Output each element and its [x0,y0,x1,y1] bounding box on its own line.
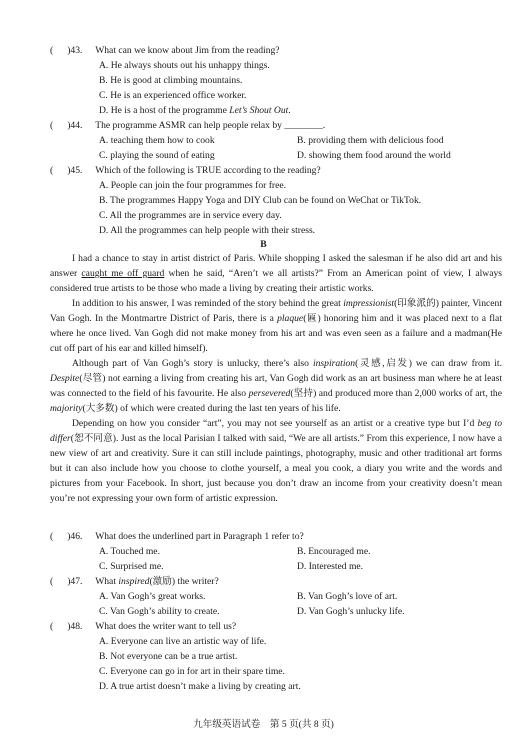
question-number: )47. [67,576,83,587]
option-44c[interactable]: C. playing the sound of eating [99,150,215,161]
option-text: D. He is a host of the programme [99,105,230,116]
question-47 [50,574,502,589]
glossed-word: impressionist [343,298,395,309]
text: (坚持) and produced more than 2,000 works of art, the [290,388,502,399]
text: I had a chance to stay in artist district of Paris. While shopping I asked the salesman if he also did art and his answer [50,253,502,279]
option-48d[interactable]: D. A true artist doesn’t make a living by creating art. [99,681,301,692]
option-47c[interactable]: C. Van Gogh’s ability to create. [99,606,220,617]
option-47b[interactable]: B. Van Gogh’s love of art. [297,591,398,602]
option-45b[interactable]: B. The programmes Happy Yoga and DIY Club can be found on WeChat or TikTok. [99,195,422,206]
option-44a[interactable]: A. teaching them how to cook [99,135,215,146]
question-43 [50,43,502,58]
option-43c[interactable]: C. He is an experienced office worker. [99,90,247,101]
question-stem: (激励) the writer? [149,576,219,587]
programme-name: Let’s Shout Out [229,105,289,116]
option-45c[interactable]: C. All the programmes are in service every day. [99,210,282,221]
question-stem: What does the underlined part in Paragraph 1 refer to? [95,531,304,542]
glossed-word: persevered [248,388,291,399]
answer-bracket[interactable]: ( [50,120,54,131]
paragraph-2 [50,296,502,356]
option-43a[interactable]: A. He always shouts out his unhappy things. [99,60,270,71]
paragraph-4 [50,416,502,506]
text: (大多数) of which were created during the last ten years of his life. [82,403,341,414]
option-46a[interactable]: A. Touched me. [99,546,160,557]
glossed-word: inspired [118,576,150,587]
option-46c[interactable]: C. Surprised me. [99,561,164,572]
question-number: )45. [67,165,83,176]
option-46d[interactable]: D. Interested me. [297,561,364,572]
option-45a[interactable]: A. People can join the four programmes for free. [99,180,287,191]
glossed-word: inspiration [312,358,356,369]
answer-bracket[interactable]: ( [50,621,54,632]
glossed-word: Despite [50,373,80,384]
question-stem: The programme ASMR can help people relax by ________. [95,120,326,131]
option-44b[interactable]: B. providing them with delicious food [297,135,444,146]
question-number: )44. [67,120,83,131]
text: when he said, “Aren’t we all artists?” From an American point of view, I always considered true artists to be those who made a living by creating their artistic works. [50,268,502,294]
option-43b[interactable]: B. He is good at climbing mountains. [99,75,243,86]
question-number: )43. [67,45,83,56]
text: Depending on how you consider “art”, you may not see yourself as an artist or a creative type but I’d [72,418,478,429]
question-number: )46. [67,531,83,542]
option-47a[interactable]: A. Van Gogh’s great works. [99,591,206,602]
question-45 [50,163,502,178]
reading-passage [50,251,502,506]
question-48 [50,619,502,634]
option-43d[interactable]: D. He is a host of the programme Let’s Shout Out. [99,105,291,116]
text: (灵感,启发) we can draw from it. [355,358,502,369]
answer-bracket[interactable]: ( [50,576,54,587]
option-48a[interactable]: A. Everyone can live an artistic way of life. [99,636,267,647]
option-48c[interactable]: C. Everyone can go in for art in their spare time. [99,666,285,677]
text: (印象派的) painter, Vincent Van Gogh. In the Montmartre District of Paris, there is a [50,298,502,324]
question-46 [50,529,502,544]
question-stem: What can we know about Jim from the reading? [95,45,280,56]
question-stem: What [95,576,119,587]
text: Although part of Van Gogh’s story is unlucky, there’s also [72,358,313,369]
underlined-phrase: caught me off guard [81,268,165,279]
paragraph-1 [50,251,502,296]
question-44 [50,118,502,133]
question-number: )48. [67,621,83,632]
answer-bracket[interactable]: ( [50,45,54,56]
glossed-word: majority [50,403,83,414]
question-stem: Which of the following is TRUE according to the reading? [95,165,321,176]
paragraph-3 [50,356,502,416]
glossed-word: plaque [277,313,304,324]
answer-bracket[interactable]: ( [50,531,54,542]
option-48b[interactable]: B. Not everyone can be a true artist. [99,651,238,662]
answer-bracket[interactable]: ( [50,165,54,176]
glossed-word: beg to differ [50,418,502,444]
text: (尽管) not earning a living from creating his art, Van Gogh did work as an art business man where he at least was connected to the field of his favourite. He also [50,373,502,399]
text: (恕不同意). Just as the local Parisian I talked with said, “We are all artists.” From this experience, I now have a new view of art and creativity. Sure it can still include paintings, photography, music and other traditional art forms but it can also include how you choose to clothe yourself, a meal you cook, a diary you write and the words and pictures from your Facebook. In short, just because you don’t draw an income from your creativity doesn’t mean you’re not expressing your own form of artistic expression. [50,433,502,504]
section-heading: B [260,239,267,250]
option-47d[interactable]: D. Van Gogh’s unlucky life. [297,606,405,617]
option-46b[interactable]: B. Encouraged me. [297,546,371,557]
option-44d[interactable]: D. showing them food around the world [297,150,451,161]
text: (匾) honoring him and it was placed next to a flat where he once lived. Van Gogh did not make money from his art and was even seen as a failure and a madman(He cut off part of his ear and killed himself). [50,313,502,354]
page-footer: 九年级英语试卷 第 5 页(共 8 页) [193,719,334,730]
text: In addition to his answer, I was reminded of the story behind the great [72,298,344,309]
question-stem: What does the writer want to tell us? [95,621,237,632]
option-45d[interactable]: D. All the programmes can help people with their stress. [99,225,316,236]
